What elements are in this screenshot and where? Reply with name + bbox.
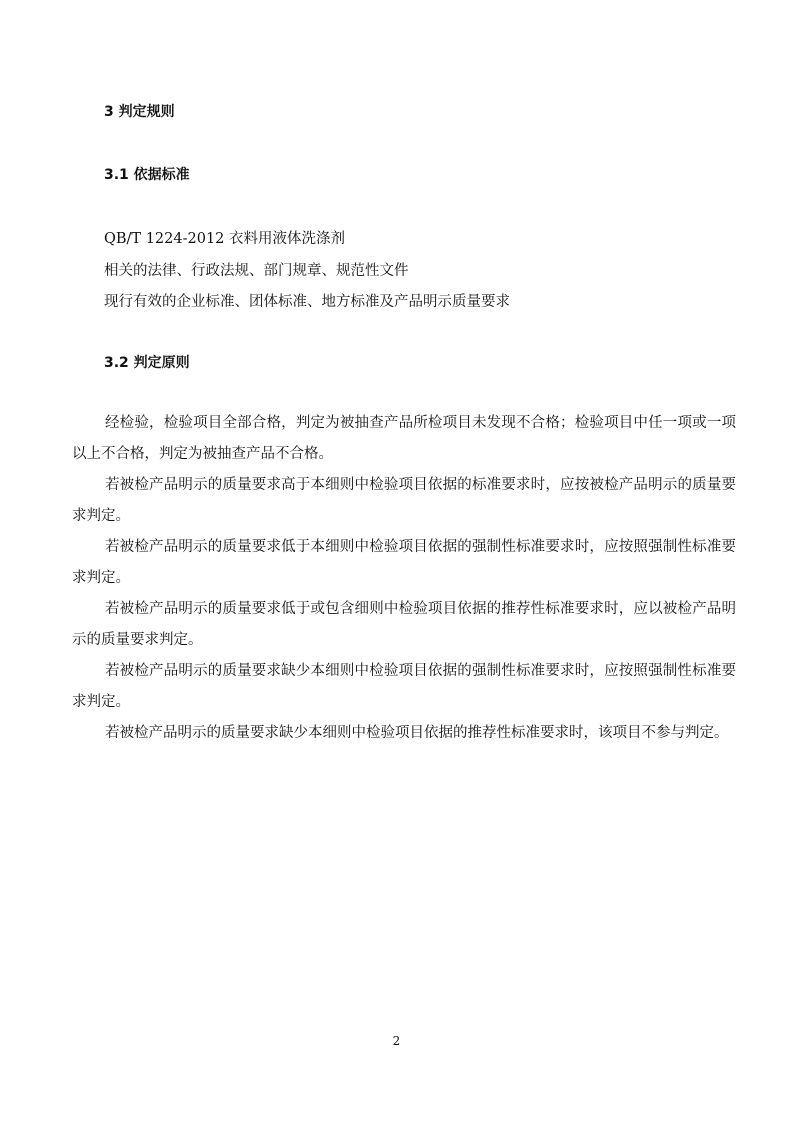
principle-paragraph: 若被检产品明示的质量要求高于本细则中检验项目依据的标准要求时，应按被检产品明示的质量要求判定。 — [72, 477, 736, 524]
standard-item: 相关的法律、行政法规、部门规章、规范性文件 — [104, 263, 409, 279]
principle-paragraph: 经检验，检验项目全部合格，判定为被抽查产品所检项目未发现不合格；检验项目中任一项或一项以上不合格，判定为被抽查产品不合格。 — [72, 415, 736, 462]
subsection-heading-principles: 3.2 判定原则 — [104, 355, 190, 371]
subsection-heading-standards: 3.1 依据标准 — [104, 167, 190, 183]
page-number: 2 — [392, 1034, 401, 1048]
standard-item: QB/T 1224-2012 衣料用液体洗涤剂 — [104, 231, 346, 247]
standard-item: 现行有效的企业标准、团体标准、地方标准及产品明示质量要求 — [104, 294, 510, 310]
principle-paragraph: 若被检产品明示的质量要求缺少本细则中检验项目依据的推荐性标准要求时，该项目不参与判定。 — [105, 725, 729, 741]
principle-paragraph: 若被检产品明示的质量要求低于或包含细则中检验项目依据的推荐性标准要求时，应以被检产品明示的质量要求判定。 — [72, 601, 736, 648]
principle-paragraph: 若被检产品明示的质量要求缺少本细则中检验项目依据的强制性标准要求时，应按照强制性标准要求判定。 — [72, 663, 736, 710]
principle-paragraph: 若被检产品明示的质量要求低于本细则中检验项目依据的强制性标准要求时，应按照强制性标准要求判定。 — [72, 539, 736, 586]
section-heading: 3 判定规则 — [104, 104, 175, 120]
